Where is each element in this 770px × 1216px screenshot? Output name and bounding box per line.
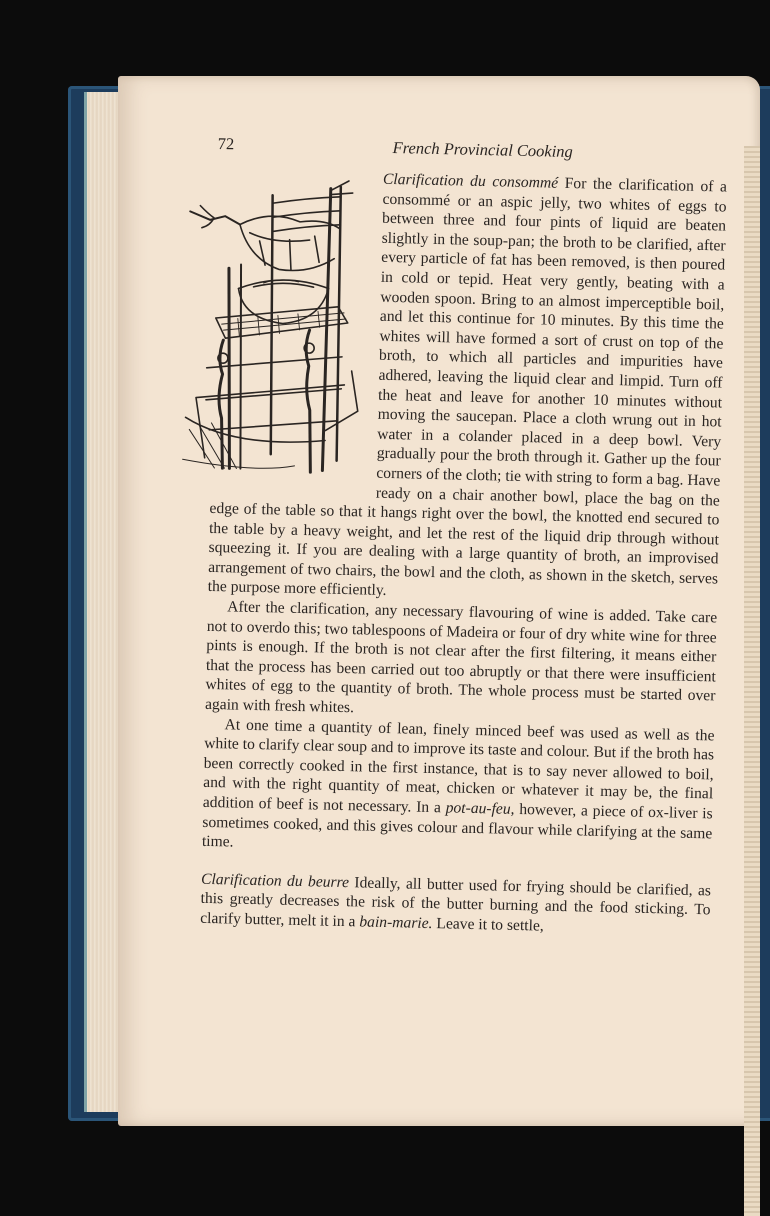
running-title: French Provincial Cooking — [268, 135, 728, 165]
beef-text-start: At one time a quantity of lean, finely minced beef was used as well as the white to clarify clear soup and to improve its taste and colour. But if the broth has been correctly cooked in the first instance, that is to say never allowed to boil, and with the right quantity of meat, chicken or whatever it may be, the final addition of beef is not necessary. In a — [203, 716, 715, 816]
paragraph-beurre — [200, 870, 711, 940]
book-page — [118, 76, 760, 1126]
paragraph-flavouring: After the clarification, any necessary flavouring of wine is added. Take care not to overdo this; two tablespoons of Madeira or four of dry white wine for three pints is enough. If the broth is not clear after the first filtering, it means either that the process has been carried out too abruptly or that there were insufficient whites of egg to the quantity of broth. The whole process must be started over again with fresh whites. — [205, 597, 718, 726]
section-heading-consomme: Clarification du consommé — [383, 171, 558, 192]
beef-text-end: however, a piece of ox-liver is sometimes cooked, and this gives colour and flavour while clarifying at the same time. — [202, 801, 713, 851]
chair-colander-illustration-icon — [174, 167, 371, 484]
page-number: 72 — [218, 134, 268, 155]
paragraph-consomme — [207, 166, 727, 609]
term-bain-marie: bain-marie. — [359, 913, 436, 932]
consomme-body-text: For the clarification of a consommé or an aspic jelly, two whites of eggs to between three and four pints of liquid are beaten slightly in the soup-pan; the broth to be clarified, after every particle of fat has been removed, is then poured in cold or tepid. Heat very gently, beating with a wooden spoon. Bring to an almost imperceptible boil, and let this continue for 10 minutes. By this time the whites will have formed a sort of crust on top of the broth, to which all particles and impurities have adhered, leaving the liquid clear and limpid. Turn off the heat and leave for another 10 minutes without moving the saucepan. Place a cloth wrung out in hot water in a colander placed in a deep bowl. Very gradually pour the broth through it. Gather up the four corners of the cloth; tie with string to form a bag. Have ready on a chair another bowl, place the bag on the edge of the table so that it hangs right over the bowl, the knotted end secured to the table by a heavy weight, and let the rest of the liquid drip through without squeezing it. If you are dealing with a large quantity of broth, an improvised arrangement of two chairs, the bowl and the cloth, as shown in the sketch, serves the purpose more efficiently. — [208, 175, 728, 600]
page-content — [200, 134, 728, 940]
term-pot-au-feu: pot-au-feu, — [445, 799, 519, 818]
section-heading-beurre: Clarification du beurre — [201, 871, 355, 891]
beurre-text-end: Leave it to settle, — [436, 915, 544, 934]
page-header — [218, 134, 728, 166]
paragraph-beef — [202, 714, 715, 863]
beurre-text-start: Ideally, all butter used for frying should be clarified, as this greatly decreases the risk of the butter burning and the food sticking. To clarify butter, melt it in a — [200, 874, 711, 930]
next-page-edge — [744, 146, 760, 1216]
